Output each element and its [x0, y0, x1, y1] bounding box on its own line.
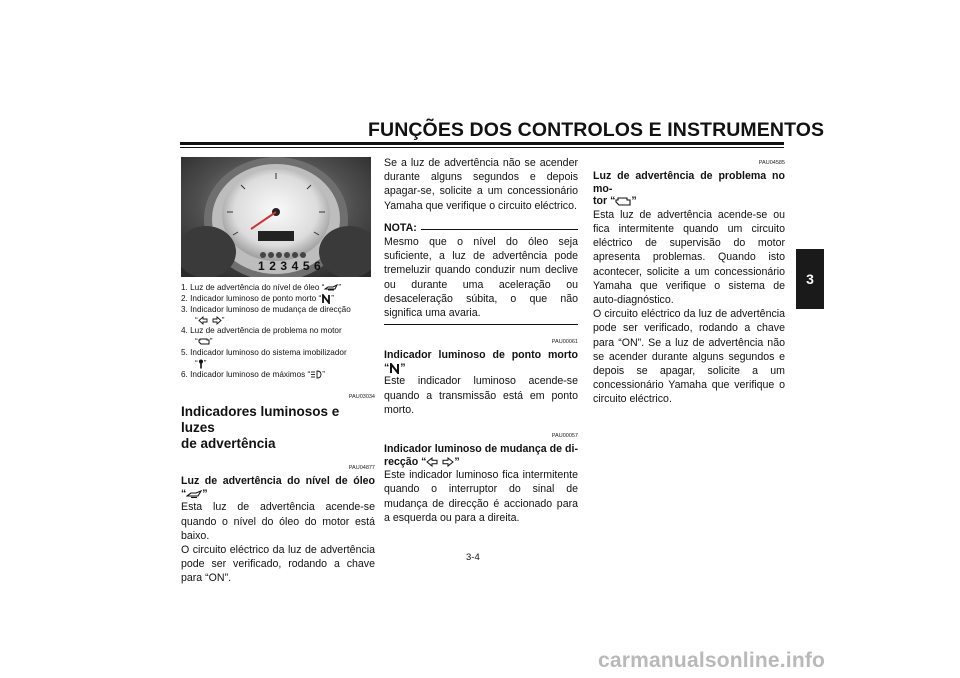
engine-icon: [198, 337, 210, 346]
neutral-n-icon: [389, 363, 400, 374]
legend-item-6: 6. Indicador luminoso de máximos “ ”: [181, 369, 325, 379]
neutral-heading: Indicador luminoso de ponto morto: [384, 349, 578, 362]
legend-item-3-icon: “ ”: [195, 315, 225, 325]
turn-arrows-icon: [198, 316, 222, 325]
high-beam-icon: [310, 370, 322, 379]
figure-legend: [181, 283, 376, 381]
nota-end-rule: [384, 324, 578, 325]
oil-warning-check-text: O circuito eléctrico da luz de advertência pode ser verificado, rodando a chave para “ON”.: [181, 544, 375, 585]
column-2-text: [384, 156, 578, 525]
legend-item-3: 3. Indicador luminoso de mudança de direcção: [181, 304, 351, 314]
engine-warning-text: Esta luz de advertência acende-se ou fica intermitente quando um circuito eléctrico de supervisão do motor apresenta problemas. Quando isto acontecer, solicite a um concessionário Yamaha que verifique o sistema de auto-diagnóstico.: [593, 208, 785, 306]
neutral-heading-icon: “ ”: [384, 361, 406, 374]
legend-item-4: 4. Luz de advertência de problema no motor: [181, 326, 342, 336]
engine-warning-check-text: O circuito eléctrico da luz de advertência pode ser verificado, rodando a chave para “ON”. Se a luz de advertência não se acender durante alguns segundos e depois se apagar, solicite a um concessionário Yamaha que verifique o circuito eléctrico.: [593, 308, 785, 406]
legend-item-5: 5. Indicador luminoso do sistema imobilizador: [181, 347, 347, 357]
neutral-n-icon: [321, 294, 331, 304]
ref-code: PAU03034: [348, 394, 375, 400]
ref-code: PAU00061: [551, 339, 578, 346]
chapter-tab[interactable]: 3: [796, 249, 824, 309]
column-1-text: [181, 390, 375, 586]
page-number: 3-4: [466, 552, 480, 563]
oil-can-icon: [324, 284, 338, 292]
legend-item-2: 2. Indicador luminoso de ponto morto “ ”: [181, 293, 334, 303]
legend-item-4-icon: “ ”: [195, 337, 213, 347]
oil-warning-heading: Luz de advertência do nível de óleo: [181, 475, 375, 488]
turn-signal-text: Este indicador luminoso fica intermitente quando o interruptor do sinal de mudança de direcção é accionado para a esquerda ou para a direita.: [384, 469, 578, 524]
header-rule-thin: [180, 147, 784, 148]
engine-warning-heading-2: tor “ ”: [593, 195, 637, 208]
engine-warning-heading: Luz de advertência de problema no mo-: [593, 170, 785, 195]
column-3-text: [593, 156, 785, 407]
turn-arrows-icon: [426, 457, 454, 467]
turn-signal-heading-2: recção “ ”: [384, 455, 460, 468]
figure-callout-numbers: 1 2 3 4 5 6: [258, 259, 322, 273]
legend-item-1: 1. Luz de advertência do nível de óleo “ ”: [181, 283, 342, 292]
engine-icon: [615, 196, 631, 207]
nota-header: NOTA:: [384, 221, 578, 235]
ref-code: PAU04877: [348, 465, 375, 472]
legend-item-5-icon: “ ”: [195, 358, 207, 368]
section-heading: Indicadores luminosos e luzes de advertência: [181, 404, 340, 452]
nota-text: Mesmo que o nível do óleo seja suficiente, a luz de advertência pode tremeluzir quando conduzir num declive ou durante uma aceleração ou desaceleração súbita, o que não significa uma avaria.: [384, 236, 578, 320]
page-title: FUNÇÕES DOS CONTROLOS E INSTRUMENTOS: [368, 119, 825, 141]
oil-warning-continued: Se a luz de advertência não se acender durante alguns segundos e depois apagar-se, solicite a um concessionário Yamaha que verifique o circuito eléctrico.: [384, 157, 578, 212]
oil-warning-text: Esta luz de advertência acende-se quando o nível do óleo do motor está baixo.: [181, 501, 375, 542]
oil-can-icon: [186, 490, 202, 499]
header-rule-thick: [180, 142, 784, 145]
ref-code: PAU04585: [758, 160, 785, 166]
footer-watermark[interactable]: carmanualsonline.info: [598, 649, 826, 672]
oil-warning-heading-icon: “ ”: [181, 487, 208, 500]
ref-code: PAU00057: [551, 433, 578, 440]
neutral-text: Este indicador luminoso acende-se quando a transmissão está em ponto morto.: [384, 375, 578, 416]
turn-signal-heading: Indicador luminoso de mudança de di-: [384, 443, 578, 456]
